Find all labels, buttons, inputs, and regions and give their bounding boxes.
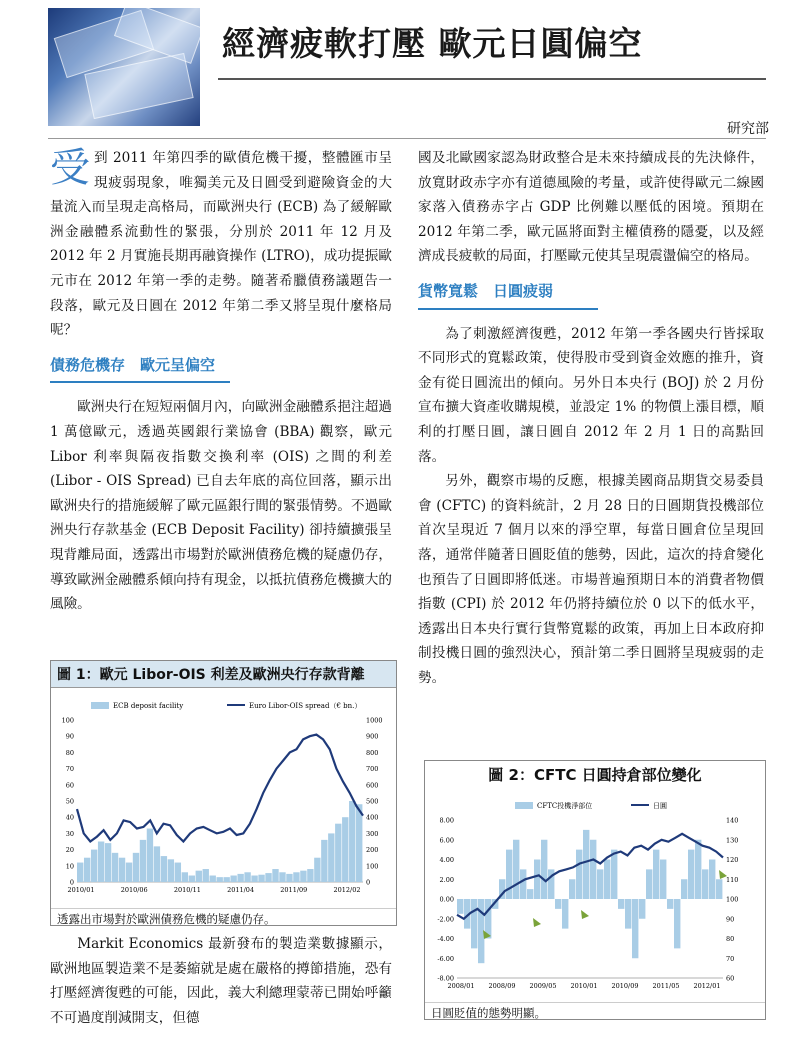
trend-arrow (533, 918, 541, 927)
y-right-tick-label: 400 (366, 813, 379, 822)
y-left-tick-label: -6.00 (437, 954, 454, 963)
bar (534, 860, 540, 900)
x-tick-label: 2008/09 (488, 982, 516, 990)
legend-label: ECB deposit facility (113, 702, 184, 710)
y-right-tick-label: 0 (366, 878, 371, 887)
right-paragraph-3: 另外，觀察市場的反應，根據美國商品期貨交易委員會 (CFTC) 的資料統計，2 月 28 日的日圓期貨投機部位首次呈現近 7 個月以來的淨空單，每當日圓倉位呈現回落，通常伴隨著日圓貶值的態勢，因此，這次的持倉變化也預告了日圓即將低迷。市場普遍預期日本的消費者物價指數 (CPI) 於 2012 年仍將持續位於 0 以下的低水平，透露出日本央行實行貨幣寬鬆的政策，再加上日本政府抑制投機日圓的強烈決心，預計第二季日圓將呈現疲弱的走勢。 (418, 473, 764, 686)
bar (349, 801, 355, 882)
x-tick-label: 2010/01 (570, 982, 598, 990)
bar (154, 846, 160, 882)
y-right-tick-label: 1000 (366, 716, 383, 725)
bar (147, 829, 153, 882)
bar (611, 850, 617, 899)
bar (293, 872, 299, 882)
figure-1-caption: 透露出市場對於歐洲債務危機的疑慮仍存。 (51, 908, 396, 929)
x-tick-label: 2012/02 (333, 886, 361, 894)
bar (646, 869, 652, 899)
bar (175, 863, 181, 882)
bar (457, 899, 463, 914)
y-right-tick-label: 300 (366, 829, 379, 838)
legend-swatch-bars (91, 702, 109, 709)
left-column (50, 146, 392, 617)
figure-2-chart (425, 788, 765, 998)
figure-1-title: 圖 1：歐元 Libor-OIS 利差及歐洲央行存款背離 (51, 661, 396, 688)
bar (695, 840, 701, 899)
y-right-tick-label: 700 (366, 765, 379, 774)
bar (520, 869, 526, 899)
bar (168, 859, 174, 882)
x-tick-label: 2008/01 (447, 982, 475, 990)
y-left-tick-label: 20 (65, 846, 74, 855)
bar (716, 879, 722, 899)
bar (576, 850, 582, 899)
bar (265, 873, 271, 882)
legend-label: Euro Libor-OIS spread（€ bn.） (249, 702, 362, 710)
bar (632, 899, 638, 958)
series-line (77, 735, 363, 842)
bar (84, 858, 90, 882)
bar (77, 863, 83, 882)
bar (91, 850, 97, 882)
y-left-tick-label: -8.00 (437, 974, 454, 983)
legend-swatch-bars (515, 802, 533, 809)
y-left-tick-label: 100 (61, 716, 74, 725)
bar (286, 874, 292, 882)
bar (342, 817, 348, 882)
x-tick-label: 2010/06 (120, 886, 148, 894)
bar (182, 872, 188, 882)
y-left-tick-label: 8.00 (439, 816, 454, 825)
section-heading-debt: 債務危機存 歐元呈偏空 (50, 353, 230, 384)
x-tick-label: 2010/11 (173, 886, 201, 894)
legend-label: 日圓 (653, 802, 667, 810)
department-label: 研究部 (727, 121, 769, 137)
y-left-tick-label: -4.00 (437, 935, 454, 943)
legend-label: CFTC投機淨部位 (537, 802, 593, 810)
y-left-tick-label: 4.00 (439, 856, 454, 864)
x-tick-label: 2010/09 (611, 982, 639, 990)
y-left-tick-label: 60 (65, 781, 74, 790)
figure-2 (424, 760, 766, 1020)
bar (569, 879, 575, 899)
bar (653, 850, 659, 899)
y-left-tick-label: 90 (65, 732, 74, 741)
figure-1-chart (51, 688, 396, 904)
y-left-tick-label: 70 (65, 765, 74, 774)
bar (639, 899, 645, 919)
bar (230, 876, 236, 882)
trend-arrow (581, 910, 589, 919)
bar (279, 872, 285, 882)
right-paragraph-1: 國及北歐國家認為財政整合是未來持續成長的先決條件，放寬財政赤字亦有道德風險的考量，或許使得歐元二線國家落入債務赤字占 GDP 比例難以壓低的困境。預期在 2012 年第二季，歐元區將面對主權債務的隱憂，以及經濟成長疲軟的局面，打壓歐元使其呈現震盪偏空的格局。 (418, 150, 764, 265)
bar (335, 824, 341, 882)
y-right-tick-label: 100 (726, 895, 739, 904)
bar (223, 877, 229, 882)
bar (237, 874, 243, 882)
bar (251, 876, 257, 882)
header-divider (48, 138, 766, 139)
y-left-tick-label: 0 (69, 878, 74, 887)
y-left-tick-label: 50 (65, 797, 74, 806)
bar (681, 879, 687, 899)
bar (618, 899, 624, 909)
y-right-tick-label: 110 (726, 875, 739, 884)
intro-paragraph: 受到 2011 年第四季的歐債危機干擾，整體匯市呈現疲弱現象，唯獨美元及日圓受到避險資金的大量流入而呈現走高格局，而歐洲央行 (ECB) 為了緩解歐洲金融體系流動性的緊張，分別於 2011 年 12 月及 2012 年 2 月實施長期再融資操作 (LTRO)，成功提振歐元市在 2012 年第一季的走勢。隨著希臘債務議題告一段落，歐元及日圓在 2012 年第二季又將呈現什麼格局呢？ (50, 145, 392, 339)
y-right-tick-label: 100 (366, 862, 379, 871)
y-left-tick-label: 2.00 (439, 875, 454, 884)
bar (244, 872, 250, 882)
y-right-tick-label: 200 (366, 846, 379, 855)
bar (272, 869, 278, 882)
bar (321, 840, 327, 882)
bar (674, 899, 680, 948)
bar (660, 860, 666, 900)
x-tick-label: 2012/01 (693, 982, 721, 990)
bar (98, 842, 104, 883)
bar (590, 840, 596, 899)
bar (506, 850, 512, 899)
x-tick-label: 2010/01 (67, 886, 95, 894)
bar (597, 869, 603, 899)
bar (119, 858, 125, 882)
y-right-tick-label: 800 (366, 748, 379, 757)
x-tick-label: 2011/09 (280, 886, 308, 894)
y-left-tick-label: 10 (65, 862, 74, 871)
y-left-tick-label: 6.00 (439, 836, 454, 845)
bar (527, 889, 533, 899)
y-right-tick-label: 140 (726, 816, 739, 825)
bar (541, 840, 547, 899)
y-right-tick-label: 70 (726, 954, 735, 963)
right-paragraph-2: 為了刺激經濟復甦，2012 年第一季各國央行皆採取不同形式的寬鬆政策，使得股市受到資金效應的推升，資金有從日圓流出的傾向。另外日本央行 (BOJ) 於 2 月份宣布擴大資產收購規模，並設定 1% 的物價上漲目標，順利的打壓日圓，讓日圓自 2012 年 2 月 1 日的高點回落。 (418, 325, 764, 465)
header-image (48, 8, 200, 126)
bar (112, 853, 118, 882)
left-bottom (50, 932, 392, 1030)
bar (217, 877, 223, 882)
bar (471, 899, 477, 948)
title-rule (218, 78, 766, 80)
figure-1 (50, 660, 397, 926)
y-left-tick-label: 40 (65, 813, 74, 822)
bar (140, 840, 146, 882)
y-left-tick-label: -2.00 (437, 915, 454, 924)
bar (688, 850, 694, 899)
bar (307, 869, 313, 882)
bar (702, 869, 708, 899)
bar (667, 899, 673, 909)
y-left-tick-label: 0.00 (439, 895, 454, 904)
x-tick-label: 2011/05 (652, 982, 680, 990)
y-right-tick-label: 900 (366, 732, 379, 741)
section1-paragraph: 歐洲央行在短短兩個月內，向歐洲金融體系挹注超過 1 萬億歐元，透過英國銀行業協會 (BBA) 觀察，歐元 Libor 利率與隔夜指數交換利率 (OIS) 之間的利差 (Libor - OIS Spread) 已自去年底的高位回落，顯示出歐洲央行的措施緩解了歐元區銀行間的緊張情勢。不過歐洲央行存款基金 (ECB Deposit Facility) 卻持續擴張呈現背離局面，透露出市場對於歐洲債務危機的疑慮仍存，導致歐洲金融體系傾向持有現金，以抵抗債務危機擴大的風險。 (50, 399, 392, 613)
bar (161, 856, 167, 882)
x-tick-label: 2009/05 (529, 982, 557, 990)
y-left-tick-label: 30 (65, 829, 74, 838)
bottom-paragraph: Markit Economics 最新發布的製造業數據顯示，歐洲地區製造業不是萎縮就是處在嚴格的撙節措施，恐有打壓經濟復甦的可能，因此，義大利總理蒙蒂已開始呼籲不可過度削減開支，但德 (50, 936, 392, 1026)
bar (258, 875, 264, 882)
page-title: 經濟疲軟打壓 歐元日圓偏空 (222, 24, 643, 63)
y-left-tick-label: 80 (65, 748, 74, 757)
bar (555, 899, 561, 909)
x-tick-label: 2011/04 (227, 886, 255, 894)
bar (356, 804, 362, 882)
bar (604, 860, 610, 900)
y-right-tick-label: 600 (366, 781, 379, 790)
bar (328, 833, 334, 882)
y-right-tick-label: 90 (726, 915, 735, 924)
y-right-tick-label: 60 (726, 974, 735, 983)
bar (133, 853, 139, 882)
bar (105, 843, 111, 882)
figure-2-caption: 日圓貶值的態勢明顯。 (425, 1002, 765, 1023)
y-right-tick-label: 120 (726, 856, 739, 864)
y-right-tick-label: 130 (726, 836, 739, 845)
figure-2-title: 圖 2：CFTC 日圓持倉部位變化 (425, 761, 765, 788)
bar (562, 899, 568, 929)
dropcap: 受 (50, 145, 90, 191)
section-heading-yen: 貨幣寬鬆 日圓疲弱 (418, 279, 598, 310)
bar (513, 840, 519, 899)
bar (583, 830, 589, 899)
bar (126, 863, 132, 882)
bar (625, 899, 631, 929)
y-right-tick-label: 500 (366, 797, 379, 806)
bar (189, 876, 195, 882)
right-column (418, 146, 764, 690)
y-right-tick-label: 80 (726, 935, 735, 943)
bar (203, 869, 209, 882)
bar (300, 871, 306, 882)
bar (196, 871, 202, 882)
bar (709, 860, 715, 900)
bar (314, 858, 320, 882)
bar (210, 876, 216, 882)
